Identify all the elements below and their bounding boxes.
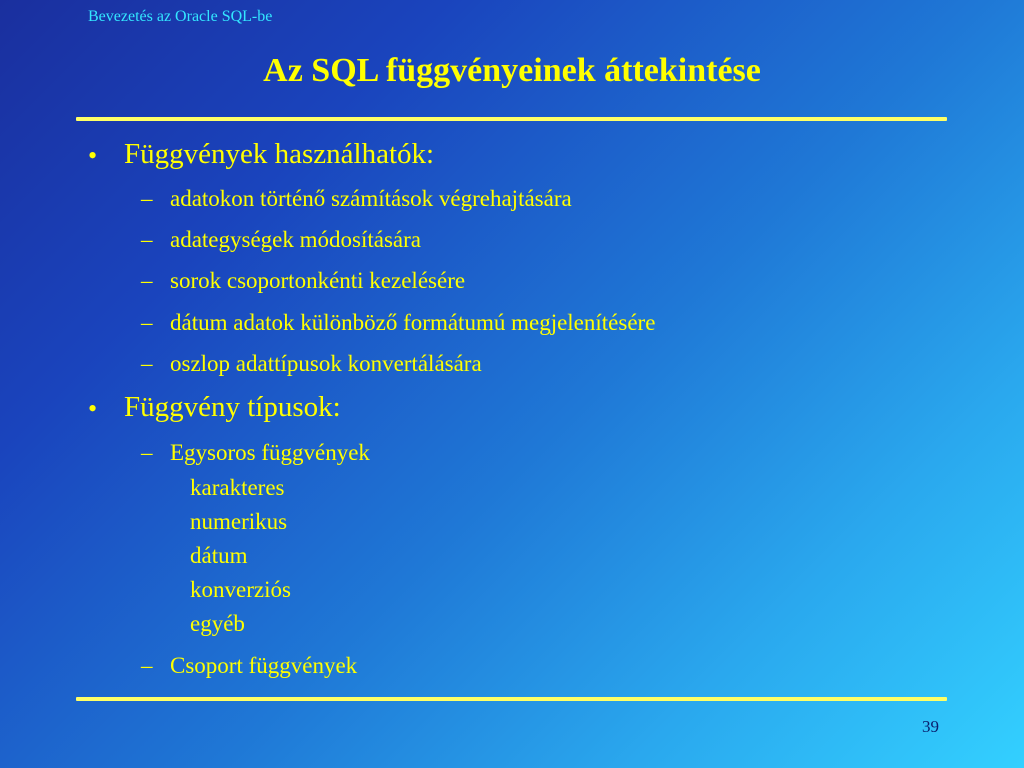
dash-marker: –	[141, 268, 153, 293]
dash-marker: –	[141, 310, 153, 335]
bullet-1-sub-5: oszlop adattípusok konvertálására	[170, 351, 482, 376]
bullet-1-sub-1: adatokon történő számítások végrehajtására	[170, 186, 572, 211]
bullet-marker: •	[88, 141, 98, 170]
dash-marker: –	[141, 186, 153, 211]
function-type-item: egyéb	[190, 611, 245, 636]
page-number: 39	[922, 717, 939, 736]
footer-divider	[76, 697, 947, 701]
slide-title: Az SQL függvényeinek áttekintése	[263, 52, 761, 89]
slide-header: Bevezetés az Oracle SQL-be	[88, 8, 273, 25]
dash-marker: –	[141, 227, 153, 252]
bullet-2-text: Függvény típusok:	[124, 391, 341, 423]
dash-marker: –	[141, 653, 153, 678]
function-type-item: karakteres	[190, 475, 285, 500]
bullet-2-sub-1: Egysoros függvények	[170, 440, 370, 465]
bullet-1-sub-2: adategységek módosítására	[170, 227, 421, 252]
bullet-1-text: Függvények használhatók:	[124, 138, 435, 170]
bullet-2-sub-2: Csoport függvények	[170, 653, 358, 678]
bullet-1-sub-3: sorok csoportonkénti kezelésére	[170, 268, 466, 293]
bullet-1-sub-4: dátum adatok különböző formátumú megjelenítésére	[170, 310, 656, 335]
bullet-marker: •	[88, 394, 98, 423]
dash-marker: –	[141, 440, 153, 465]
function-type-item: dátum	[190, 543, 248, 568]
function-type-item: konverziós	[190, 577, 291, 602]
function-type-item: numerikus	[190, 509, 288, 534]
dash-marker: –	[141, 351, 153, 376]
